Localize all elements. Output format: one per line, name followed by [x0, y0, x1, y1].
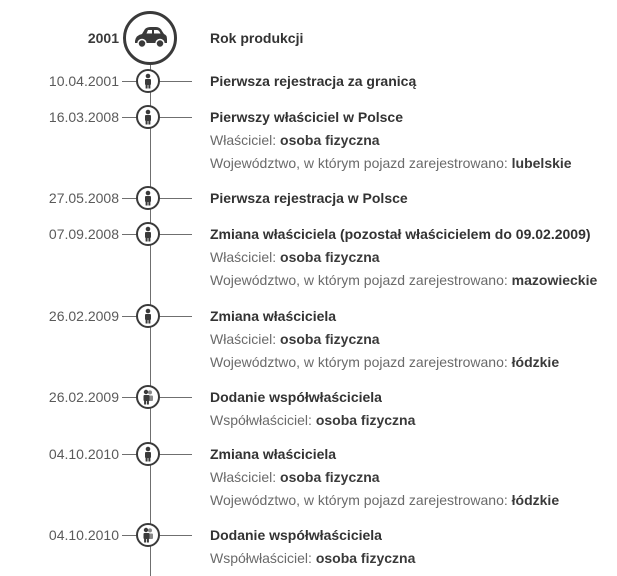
detail-label: Współwłaściciel: [210, 550, 312, 566]
detail-value: osoba fizyczna [280, 132, 380, 148]
entry-detail [210, 328, 617, 351]
detail-value: łódzkie [511, 354, 560, 370]
entry-date: 07.09.2008 [48, 226, 119, 242]
entry-detail [210, 129, 617, 152]
car-icon [123, 11, 177, 65]
person-icon [136, 304, 160, 328]
person-icon [136, 105, 160, 129]
entry-detail [210, 351, 617, 374]
production-year-label: Rok produkcji [210, 30, 304, 46]
detail-label: Współwłaściciel: [210, 412, 312, 428]
entry-detail [210, 246, 617, 269]
detail-value: osoba fizyczna [315, 412, 416, 428]
entry-date: 26.02.2009 [48, 308, 119, 324]
production-year: 2001 [87, 30, 119, 46]
entry-detail [210, 409, 617, 432]
entry-date: 04.10.2010 [48, 446, 119, 462]
entry-title: Pierwsza rejestracja w Polsce [210, 190, 408, 206]
detail-label: Właściciel: [210, 249, 277, 265]
detail-label: Województwo, w którym pojazd zarejestrowano: [210, 492, 508, 508]
detail-label: Właściciel: [210, 469, 277, 485]
entry-title: Zmiana właściciela [210, 446, 337, 462]
co-owner-icon [136, 385, 160, 409]
detail-label: Województwo, w którym pojazd zarejestrowano: [210, 272, 508, 288]
entry-date: 27.05.2008 [48, 190, 119, 206]
entry-detail [210, 269, 617, 292]
entry-detail [210, 489, 617, 512]
entry-detail [210, 547, 617, 570]
detail-label: Województwo, w którym pojazd zarejestrowano: [210, 155, 508, 171]
entry-title: Zmiana właściciela [210, 308, 337, 324]
entry-date: 10.04.2001 [48, 73, 119, 89]
entry-detail [210, 152, 617, 175]
co-owner-icon [136, 523, 160, 547]
person-icon [136, 442, 160, 466]
detail-value: mazowieckie [511, 272, 598, 288]
detail-value: osoba fizyczna [280, 469, 380, 485]
entry-title: Dodanie współwłaściciela [210, 389, 382, 405]
entry-date: 26.02.2009 [48, 389, 119, 405]
entry-title: Zmiana właściciela (pozostał właścicielem do 09.02.2009) [210, 226, 591, 242]
detail-label: Województwo, w którym pojazd zarejestrowano: [210, 354, 508, 370]
person-icon [136, 222, 160, 246]
detail-value: łódzkie [511, 492, 560, 508]
detail-value: osoba fizyczna [315, 550, 416, 566]
entry-title: Pierwszy właściciel w Polsce [210, 109, 403, 125]
detail-value: lubelskie [511, 155, 572, 171]
detail-value: osoba fizyczna [280, 249, 380, 265]
entry-detail [210, 466, 617, 489]
detail-label: Właściciel: [210, 331, 277, 347]
person-icon [136, 186, 160, 210]
entry-title: Pierwsza rejestracja za granicą [210, 73, 417, 89]
person-icon [136, 69, 160, 93]
entry-title: Dodanie współwłaściciela [210, 527, 382, 543]
entry-date: 04.10.2010 [48, 527, 119, 543]
entry-date: 16.03.2008 [48, 109, 119, 125]
detail-value: osoba fizyczna [280, 331, 380, 347]
detail-label: Właściciel: [210, 132, 277, 148]
